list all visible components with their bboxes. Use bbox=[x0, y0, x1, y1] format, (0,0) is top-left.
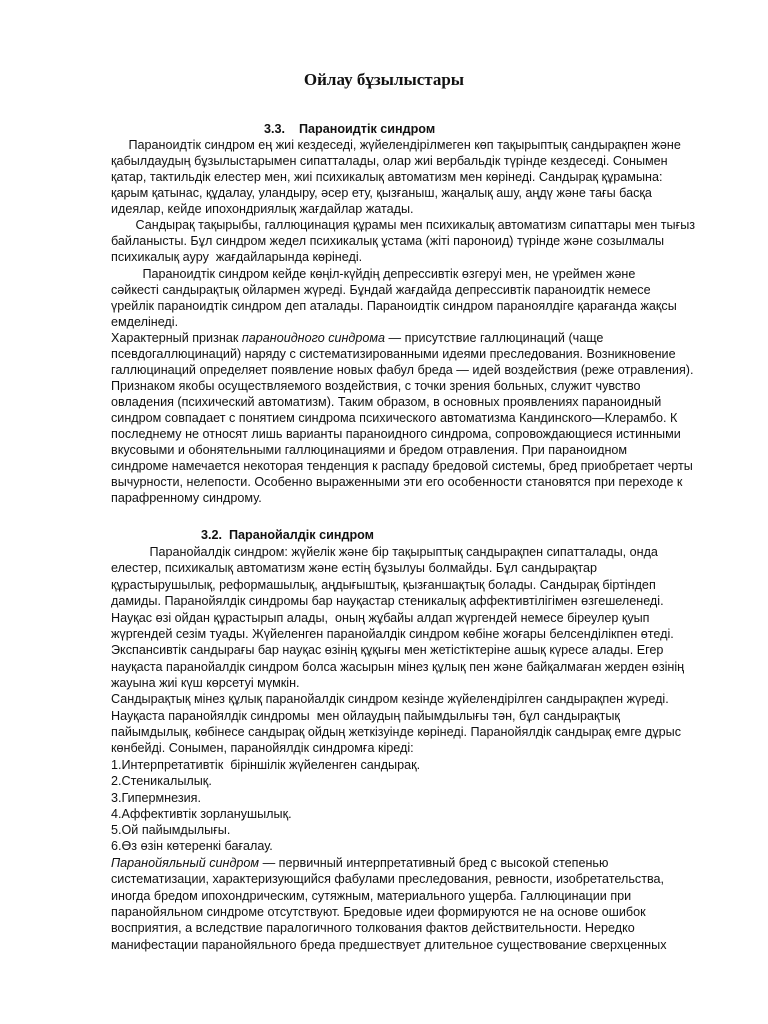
text-line: қарым қатынас, құдалау, уландыру, әсер ету, қызғаныш, жаңалық ашу, аңдү және тағы басқа bbox=[111, 186, 652, 200]
text-line: үрейлік параноидтік синдром деп аталады. Параноидтік синдром параноялдіге қарағанда жақсы bbox=[111, 299, 677, 313]
text-line: жүргендей сезім туады. Жүйеленген паранойалдік синдром көбіне жоғары белсенділікпен өтеді. bbox=[111, 627, 674, 641]
text-line: елестер, психикалық автоматизм және естің бұзылуы болмайды. Бұл сандырақтар bbox=[111, 561, 598, 575]
text-line: последнему не относят лишь варианты параноидного синдрома, сопровождающиеся истинными bbox=[111, 427, 681, 441]
text-line: Сандырақ тақырыбы, галлюцинация құрамы мен психикалық автоматизм сипаттары мен тығыз bbox=[111, 218, 696, 232]
list-item: 5.Ой пайымдылығы. bbox=[111, 823, 231, 837]
section-heading-paranoial: 3.2. Паранойалдік синдром bbox=[201, 528, 374, 542]
text-line: систематизации, характеризующийся фабулами преследования, ревности, изобретательства, bbox=[111, 872, 665, 886]
text-line: сәйкесті сандырақтық ойлармен жүреді. Бұндай жағдайда депрессивтік параноидтік немесе bbox=[111, 283, 651, 297]
text-line: пайымдылық, көбінесе сандырақ ойдың жеткізуінде көрінеді. Паранойялдік сандырақ емге дұрыс bbox=[111, 725, 682, 739]
section-heading-paranoid: 3.3. Параноидтік синдром bbox=[264, 122, 436, 136]
text-line: дамиды. Паранойялдік синдромы бар науқастар стеникалық аффективтілігімен өзгешеленеді. bbox=[111, 594, 664, 608]
text-line: паранойяльном синдроме отсутствуют. Бредовые идеи формируются не на основе ошибок bbox=[111, 905, 646, 919]
text-line: вычурности, нелепости. Особенно выраженными эти его особенности становятся при переходе к bbox=[111, 475, 683, 489]
text-line: иногда бредом ипохондрическим, сутяжным, материального ущерба. Галлюцинации при bbox=[111, 889, 632, 903]
text-line: қабылдаудың бұзылыстарымен сипатталады, олар жиі вербальдік түрінде кездеседі. Сонымен bbox=[111, 154, 668, 168]
text-line: Параноидтік синдром ең жиі кездеседі, жүйелендірілмеген көп тақырыптық сандырақпен және bbox=[111, 138, 681, 152]
text-line: вкусовыми и обонятельными галлюцинациями и бредом отравления. При параноидном bbox=[111, 443, 628, 457]
text-line: психикалық ауру жағдайларында көрінеді. bbox=[111, 250, 363, 264]
text-run: Характерный признак bbox=[111, 331, 242, 345]
list-item: 4.Аффективтік зорланушылық. bbox=[111, 807, 292, 821]
text-line: синдроме намечается некоторая тенденция к распаду бредовой системы, бред приобретает черты bbox=[111, 459, 693, 473]
text-line: Экспансивтік сандырағы бар науқас өзінің құқығы мен жетістіктеріне ашық күресе алады. Егер bbox=[111, 643, 664, 657]
text-line: науқаста паранойалдік синдром болса жасырын мінез құлық пен және байқалмаған жерден өзінің bbox=[111, 660, 685, 674]
text-run: — первичный интерпретативный бред с высокой степенью bbox=[259, 856, 609, 870]
text-line: Признаком якобы осуществляемого воздействия, с точки зрения больных, служит чувство bbox=[111, 379, 641, 393]
text-line: парафренному синдрому. bbox=[111, 491, 262, 505]
text-run: — присутствие галлюцинаций (чаще bbox=[385, 331, 604, 345]
document-title: Ойлау бұзылыстары bbox=[303, 70, 465, 89]
text-line: галлюцинаций определяет появление новых фабул бреда — идей воздействия (реже отравления). bbox=[111, 363, 694, 377]
text-line: псевдогаллюцинаций) наряду с систематизированными идеями преследования. Возникновение bbox=[111, 347, 676, 361]
text-line: қатар, тактильдік елестер мен, жиі психикалық автоматизм мен көрінеді. Сандырақ құрамына: bbox=[111, 170, 663, 184]
text-line: Сандырақтық мінез құлық паранойалдік синдром кезінде жүйелендірілген сандырақпен жүреді. bbox=[111, 692, 669, 706]
text-line: Науқаста паранойялдік синдромы мен ойлаудың пайымдылығы тән, бұл сандырақтық bbox=[111, 709, 620, 723]
text-line: Параноидтік синдром кейде көңіл-күйдің депрессивтік өзгеруі мен, не үреймен және bbox=[111, 267, 636, 281]
text-line: көнбейді. Сонымен, паранойялдік синдромға кіреді: bbox=[111, 741, 414, 755]
text-line: құрастырушылық, реформашылық, аңдығыштық, қызғаншақтық болады. Сандырақ біртіндеп bbox=[111, 578, 656, 592]
text-line: Науқас өзі ойдан құрастырып алады, оның жұбайы алдап жүргендей немесе біреулер қуып bbox=[111, 611, 650, 625]
text-line: жауына жиі күш көрсетуі мүмкін. bbox=[111, 676, 300, 690]
text-line: овладения (психический автоматизм). Таким образом, в основных проявлениях параноидный bbox=[111, 395, 662, 409]
text-line-mixed bbox=[111, 855, 608, 871]
text-line: манифестации паранойяльного бреда предшествует длительное существование сверхценных bbox=[111, 938, 667, 952]
italic-term: Паранойяльный синдром bbox=[111, 856, 260, 870]
text-line-mixed bbox=[111, 330, 603, 346]
text-line: байланысты. Бұл синдром жедел психикалық ұстама (жіті пароноид) түрінде және созылмалы bbox=[111, 234, 665, 248]
text-line: емделінеді. bbox=[111, 315, 179, 329]
list-item: 6.Өз өзін көтеренкі бағалау. bbox=[111, 839, 273, 853]
list-item: 2.Стеникалылық. bbox=[111, 774, 212, 788]
text-line: синдром совпадает с понятием синдрома психического автоматизма Кандинского—Клерамбо. К bbox=[111, 411, 678, 425]
text-line: восприятия, а вследствие паралогичного толкования фактов действительности. Нередко bbox=[111, 921, 635, 935]
text-line: идеялар, кейде ипохондриялық жағдайлар жатады. bbox=[111, 202, 414, 216]
text-line: Паранойалдік синдром: жүйелік және бір тақырыптық сандырақпен сипатталады, онда bbox=[111, 545, 658, 559]
list-item: 1.Интерпретативтік біріншілік жүйеленген сандырақ. bbox=[111, 758, 421, 772]
italic-term: параноидного синдрома bbox=[241, 331, 386, 345]
list-item: 3.Гипермнезия. bbox=[111, 791, 201, 805]
